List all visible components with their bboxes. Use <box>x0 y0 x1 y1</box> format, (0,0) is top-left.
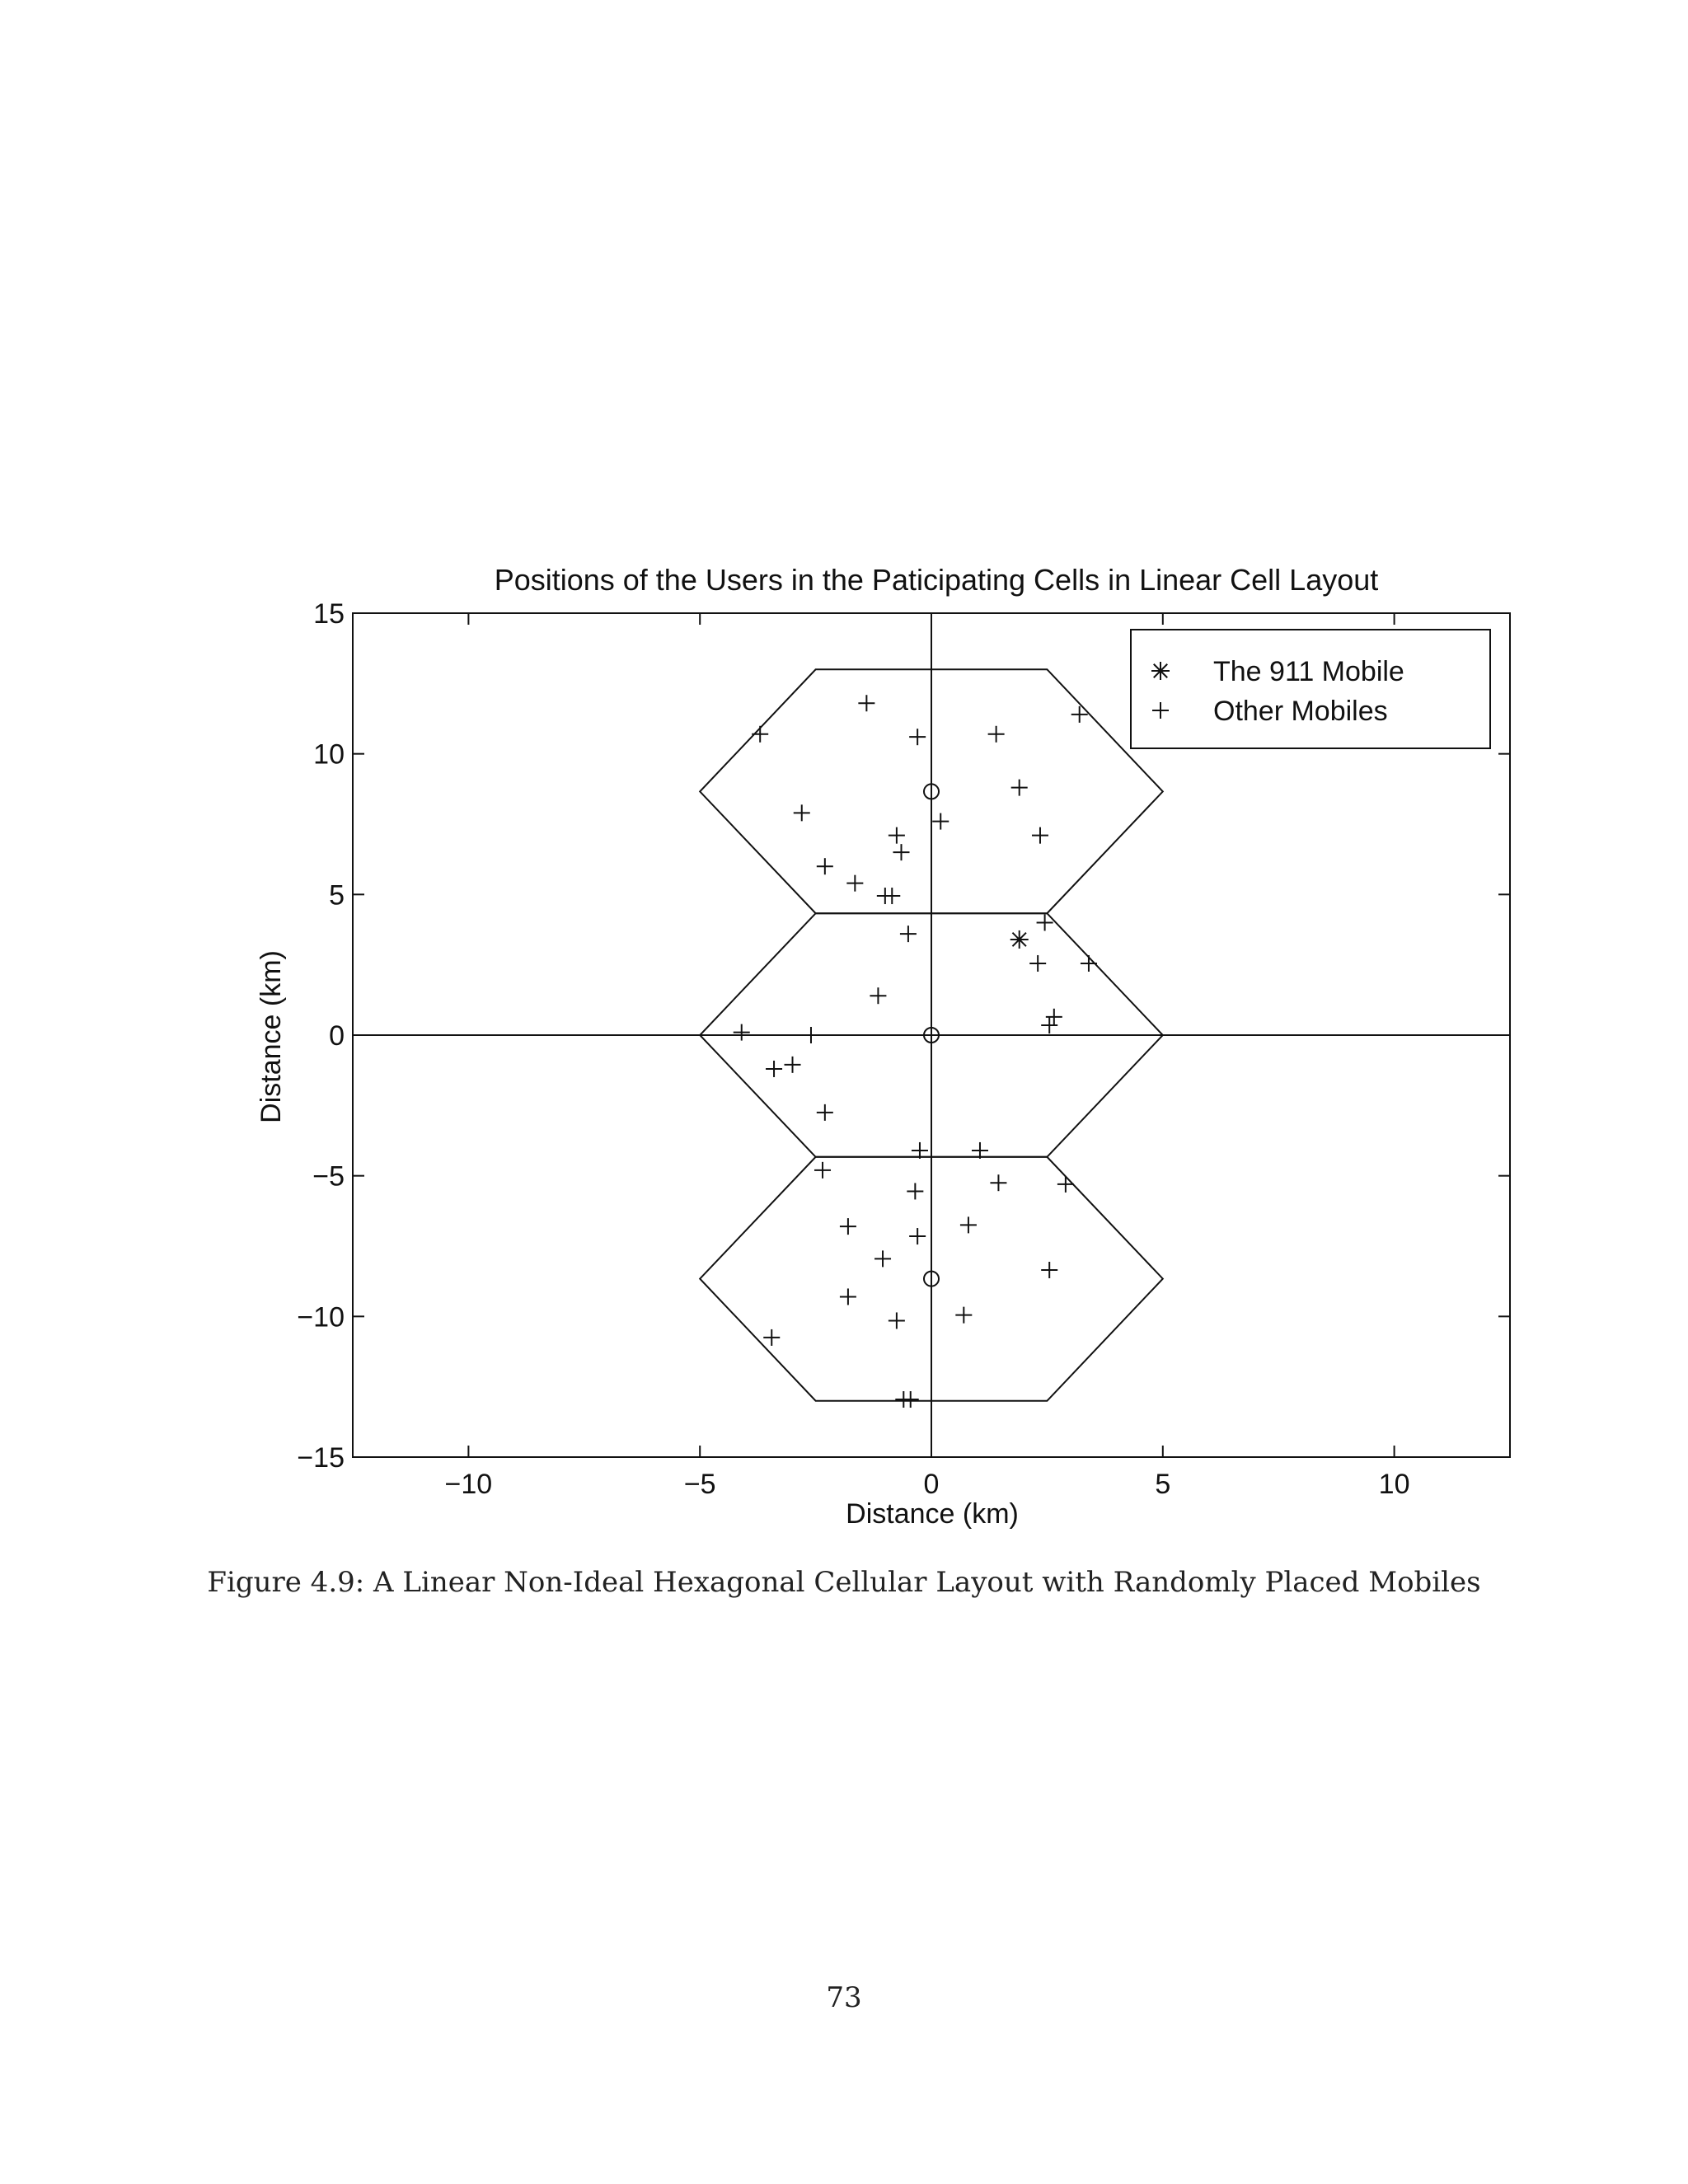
other-mobile-point <box>734 1024 750 1041</box>
other-mobile-point <box>955 1307 972 1324</box>
other-mobile-point <box>900 926 917 942</box>
other-mobile-point <box>1032 827 1048 844</box>
x-tick-label: 0 <box>923 1469 940 1500</box>
x-tick-label: −5 <box>683 1469 716 1500</box>
other-mobile-point <box>874 1250 891 1267</box>
other-mobile-point <box>785 1057 801 1073</box>
other-mobile-point <box>889 827 905 844</box>
other-mobile-point <box>1081 955 1097 972</box>
other-mobile-point <box>909 729 926 745</box>
other-mobile-point <box>814 1162 831 1179</box>
legend-asterisk-icon <box>1151 662 1170 680</box>
page-number: 73 <box>826 1981 862 2014</box>
other-mobile-point <box>1046 1009 1062 1025</box>
other-mobile-point <box>990 1174 1006 1191</box>
other-mobile-point <box>858 695 874 711</box>
other-mobile-point <box>1011 780 1028 796</box>
other-mobile-point <box>903 1391 919 1408</box>
y-tick-label: −15 <box>297 1442 345 1474</box>
other-mobile-point <box>1041 1262 1057 1278</box>
other-mobile-point <box>840 1218 856 1235</box>
other-mobile-point <box>1057 1176 1074 1193</box>
other-mobile-point <box>794 804 810 821</box>
other-mobile-point <box>889 1312 905 1329</box>
other-mobile-point <box>766 1061 782 1077</box>
other-mobile-point <box>960 1216 977 1233</box>
x-tick-label: 5 <box>1155 1469 1171 1500</box>
figure-caption: Figure 4.9: A Linear Non-Ideal Hexagonal Cellular Layout with Randomly Placed Mobiles <box>207 1566 1481 1599</box>
other-mobile-point <box>817 858 833 874</box>
other-mobile-point <box>752 726 768 743</box>
legend-box <box>1131 630 1490 748</box>
other-mobile-point <box>1041 1017 1057 1033</box>
other-mobile-point <box>1029 955 1046 972</box>
y-tick-label: 5 <box>329 879 345 912</box>
x-tick-label: −10 <box>444 1469 493 1500</box>
x-axis-label: Distance (km) <box>846 1498 1019 1530</box>
mobile-911-point <box>1010 930 1029 949</box>
other-mobile-point <box>907 1183 923 1199</box>
other-mobile-point <box>846 875 863 892</box>
x-tick-label: 10 <box>1378 1469 1410 1500</box>
chart-title: Positions of the Users in the Paticipating Cells in Linear Cell Layout <box>494 563 1379 597</box>
other-mobile-point <box>840 1288 856 1305</box>
other-mobile-point <box>884 888 900 904</box>
legend-label: Other Mobiles <box>1213 696 1388 727</box>
other-mobile-point <box>909 1228 926 1244</box>
y-tick-label: 0 <box>329 1020 345 1052</box>
y-axis-label: Distance (km) <box>256 950 287 1123</box>
y-tick-label: −10 <box>297 1301 345 1333</box>
other-mobile-point <box>988 726 1005 743</box>
other-mobile-point <box>763 1329 780 1346</box>
y-tick-label: 10 <box>313 738 345 771</box>
other-mobile-point <box>893 844 909 860</box>
other-mobile-point <box>932 813 949 830</box>
other-mobile-point <box>803 1027 819 1043</box>
other-mobile-point <box>817 1104 833 1121</box>
legend-label: The 911 Mobile <box>1213 656 1404 687</box>
y-tick-label: 15 <box>313 598 345 630</box>
legend <box>1131 630 1490 748</box>
y-tick-label: −5 <box>312 1160 345 1193</box>
other-mobile-point <box>870 987 886 1004</box>
